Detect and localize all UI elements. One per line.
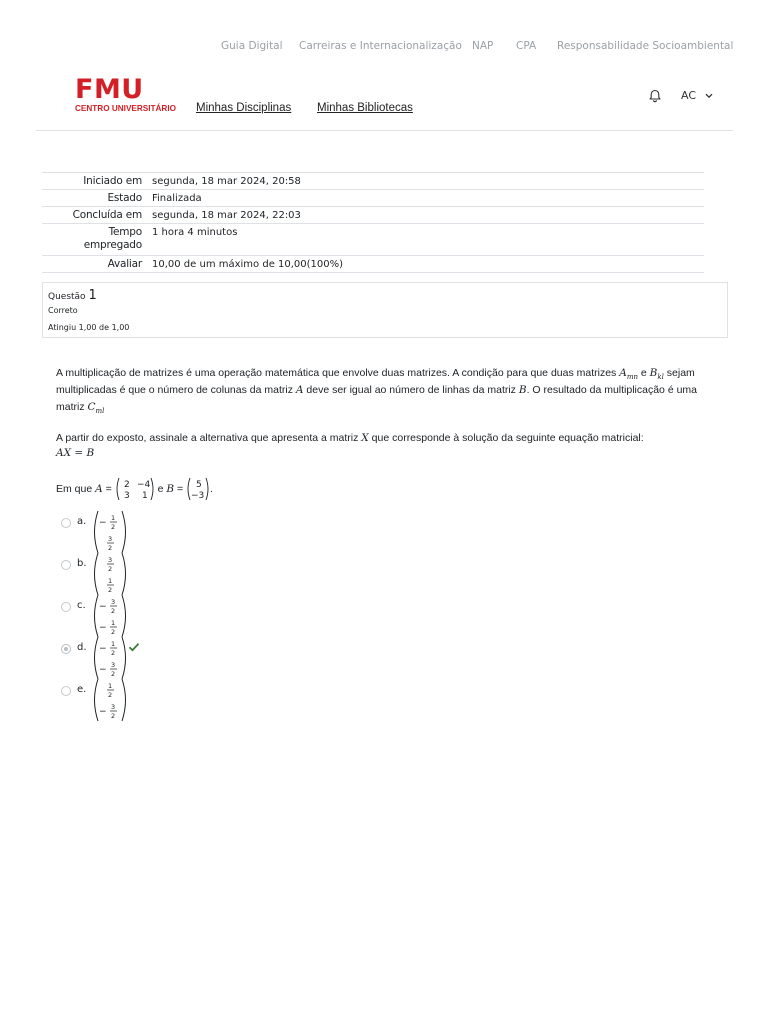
fraction-numerator: 3	[111, 598, 116, 606]
chevron-down-icon[interactable]	[705, 93, 713, 99]
option-vector	[92, 636, 132, 680]
summary-value: 10,00 de um máximo de 10,00(100%)	[152, 259, 344, 270]
topnav-guia-digital[interactable]: Guia Digital	[221, 40, 283, 52]
fraction-numerator: 3	[111, 703, 116, 711]
option-vector	[92, 510, 132, 554]
summary-label: Tempo empregado	[83, 226, 142, 251]
attempt-summary-table	[42, 172, 704, 273]
summary-row-iniciado	[42, 172, 704, 189]
option-d[interactable]	[61, 641, 261, 681]
site-header	[0, 72, 768, 132]
user-menu-initials[interactable]: AC	[681, 89, 697, 102]
nav-minhas-disciplinas[interactable]: Minhas Disciplinas	[196, 102, 292, 114]
option-e[interactable]	[61, 683, 261, 723]
fraction-denominator: 2	[108, 586, 113, 594]
fraction-numerator: 3	[108, 535, 113, 543]
top-navigation	[0, 40, 768, 54]
fraction-numerator: 1	[111, 619, 116, 627]
summary-row-tempo	[42, 223, 704, 255]
option-radio[interactable]	[61, 560, 71, 570]
fraction-denominator: 2	[111, 649, 116, 657]
fraction-numerator: 1	[111, 514, 116, 522]
fraction-sign: −	[99, 623, 107, 633]
notification-bell-icon[interactable]	[648, 89, 662, 103]
fraction-sign: −	[99, 644, 107, 654]
question-info-box	[42, 282, 728, 338]
fraction-denominator: 2	[111, 607, 116, 615]
question-text-line-2: multiplicadas é que o número de colunas da matriz A deve ser igual ao número de linhas da matriz B. O resultado da multiplicação é uma	[56, 384, 697, 396]
fraction-numerator: 3	[111, 661, 116, 669]
option-letter: e.	[77, 684, 87, 695]
logo-word: FMU	[75, 74, 144, 105]
option-c[interactable]	[61, 599, 261, 639]
option-letter: a.	[77, 516, 87, 527]
summary-value: 1 hora 4 minutos	[152, 227, 238, 238]
question-state: Correto	[48, 306, 78, 315]
option-letter: c.	[77, 600, 86, 611]
option-radio[interactable]	[61, 686, 71, 696]
matrix-b-1: 5	[196, 480, 202, 490]
fraction-sign: −	[99, 707, 107, 717]
symbol-b: B	[649, 367, 658, 379]
summary-value: segunda, 18 mar 2024, 22:03	[152, 210, 301, 221]
summary-label: Estado	[107, 192, 142, 204]
summary-value: Finalizada	[152, 193, 202, 204]
header-divider	[36, 130, 733, 131]
fraction-denominator: 2	[108, 544, 113, 552]
fraction-denominator: 2	[111, 523, 116, 531]
topnav-nap[interactable]: NAP	[472, 40, 494, 52]
option-b[interactable]	[61, 557, 261, 597]
matrix-definitions: Em que A = 2 −4 3 1 e B = 5 −3 .	[56, 477, 213, 499]
fraction-sign: −	[99, 518, 107, 528]
summary-label: Concluída em	[72, 209, 142, 221]
question-number	[48, 288, 97, 303]
topnav-cpa[interactable]: CPA	[516, 40, 537, 52]
option-a[interactable]	[61, 515, 261, 555]
option-letter: d.	[77, 642, 87, 653]
matrix-a	[115, 477, 155, 501]
logo-subtext: CENTRO UNIVERSITÁRIO	[75, 104, 176, 113]
question-label: Questão	[48, 292, 86, 302]
topnav-responsabilidade[interactable]: Responsabilidade Socioambiental	[557, 40, 734, 52]
option-radio[interactable]	[61, 518, 71, 528]
option-vector	[92, 552, 132, 596]
matrix-b	[186, 477, 210, 501]
matrix-b-2: −3	[191, 491, 205, 501]
fraction-numerator: 1	[111, 640, 116, 648]
option-radio[interactable]	[61, 602, 71, 612]
summary-label: Iniciado em	[83, 175, 142, 187]
question-number-value: 1	[88, 288, 97, 303]
summary-row-avaliar	[42, 255, 704, 273]
question-text-line-4: A partir do exposto, assinale a alternativa que apresenta a matriz X que corresponde à solução da seguinte equação matricial:	[56, 432, 644, 444]
symbol-a: A	[619, 367, 627, 379]
summary-row-estado	[42, 189, 704, 206]
matrix-a-12: −4	[136, 480, 150, 490]
fraction-numerator: 3	[108, 556, 113, 564]
fraction-denominator: 2	[111, 670, 116, 678]
option-radio[interactable]	[61, 644, 71, 654]
summary-row-concluida	[42, 206, 704, 223]
summary-value: segunda, 18 mar 2024, 20:58	[152, 176, 301, 187]
fraction-sign: −	[99, 665, 107, 675]
matrix-a-22: 1	[141, 491, 148, 501]
nav-minhas-bibliotecas[interactable]: Minhas Bibliotecas	[317, 102, 413, 114]
fraction-denominator: 2	[108, 565, 113, 573]
question-text-line-3: matriz $C_{ml}$	[56, 401, 105, 415]
fraction-denominator: 2	[111, 628, 116, 636]
matrix-a-11: 2	[123, 480, 130, 490]
question-text-line-1: A multiplicação de matrizes é uma operação matemática que envolve duas matrizes. A condição para que duas matrizes $A_{mn}$ e $B_{kl}$ sejam	[56, 367, 695, 381]
fraction-denominator: 2	[111, 712, 116, 720]
fmu-logo[interactable]	[75, 74, 176, 113]
option-vector	[92, 678, 132, 722]
option-vector	[92, 594, 132, 638]
fraction-sign: −	[99, 602, 107, 612]
topnav-carreiras[interactable]: Carreiras e Internacionalização	[299, 40, 462, 52]
matrix-a-21: 3	[123, 491, 130, 501]
summary-label: Avaliar	[107, 258, 142, 270]
matrix-equation: AX = B	[56, 447, 95, 459]
question-grade: Atingiu 1,00 de 1,00	[48, 323, 130, 332]
fraction-denominator: 2	[108, 691, 113, 699]
fraction-numerator: 1	[108, 577, 113, 585]
option-letter: b.	[77, 558, 87, 569]
correct-check-icon	[128, 642, 140, 652]
fraction-numerator: 1	[108, 682, 113, 690]
